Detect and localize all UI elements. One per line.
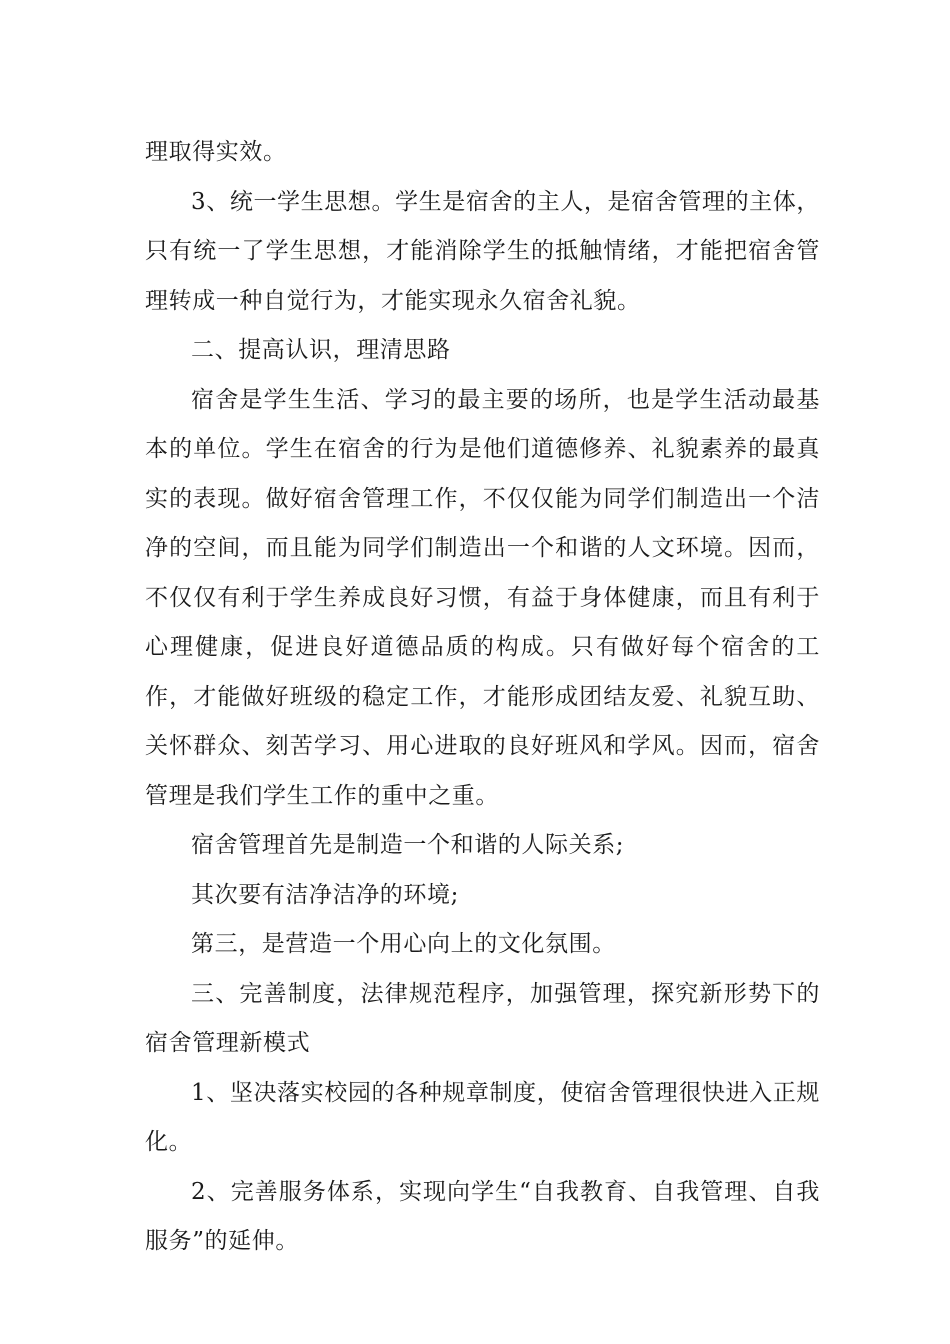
paragraph-first-point: 宿舍管理首先是制造一个和谐的人际关系; — [191, 832, 625, 858]
section-heading-3: 三、完善制度，法律规范程序，加强管理，探究新形势下的宿舍管理新模式 — [145, 980, 820, 1056]
section-heading-2: 二、提高认识，理清思路 — [191, 337, 451, 363]
paragraph-item-2: 2、完善服务体系，实现向学生“自我教育、自我管理、自我服务”的延伸。 — [145, 1178, 820, 1254]
paragraph-item-1: 1、坚决落实校园的各种规章制度，使宿舍管理很快进入正规化。 — [145, 1079, 820, 1155]
paragraph-unify-thought: 3、统一学生思想。学生是宿舍的主人，是宿舍管理的主体，只有统一了学生思想，才能消除学生的抵触情绪，才能把宿舍管理转成一种自觉行为，才能实现永久宿舍礼貌。 — [145, 188, 820, 314]
paragraph-third-point: 第三，是营造一个用心向上的文化氛围。 — [191, 931, 616, 957]
paragraph-second-point: 其次要有洁净洁净的环境; — [191, 881, 459, 908]
document-body — [145, 128, 820, 1267]
paragraph-dorm-importance: 宿舍是学生生活、学习的最主要的场所，也是学生活动最基本的单位。学生在宿舍的行为是他们道德修养、礼貌素养的最真实的表现。做好宿舍管理工作，不仅仅能为同学们制造出一个洁净的空间，而且能为同学们制造出一个和谐的人文环境。因而，不仅仅有利于学生养成良好习惯，有益于身体健康，而且有利于心理健康，促进良好道德品质的构成。只有做好每个宿舍的工作，才能做好班级的稳定工作，才能形成团结友爱、礼貌互助、关怀群众、刻苦学习、用心进取的良好班风和学风。因而，宿舍管理是我们学生工作的重中之重。 — [145, 386, 820, 809]
paragraph-continuation: 理取得实效。 — [145, 139, 287, 165]
